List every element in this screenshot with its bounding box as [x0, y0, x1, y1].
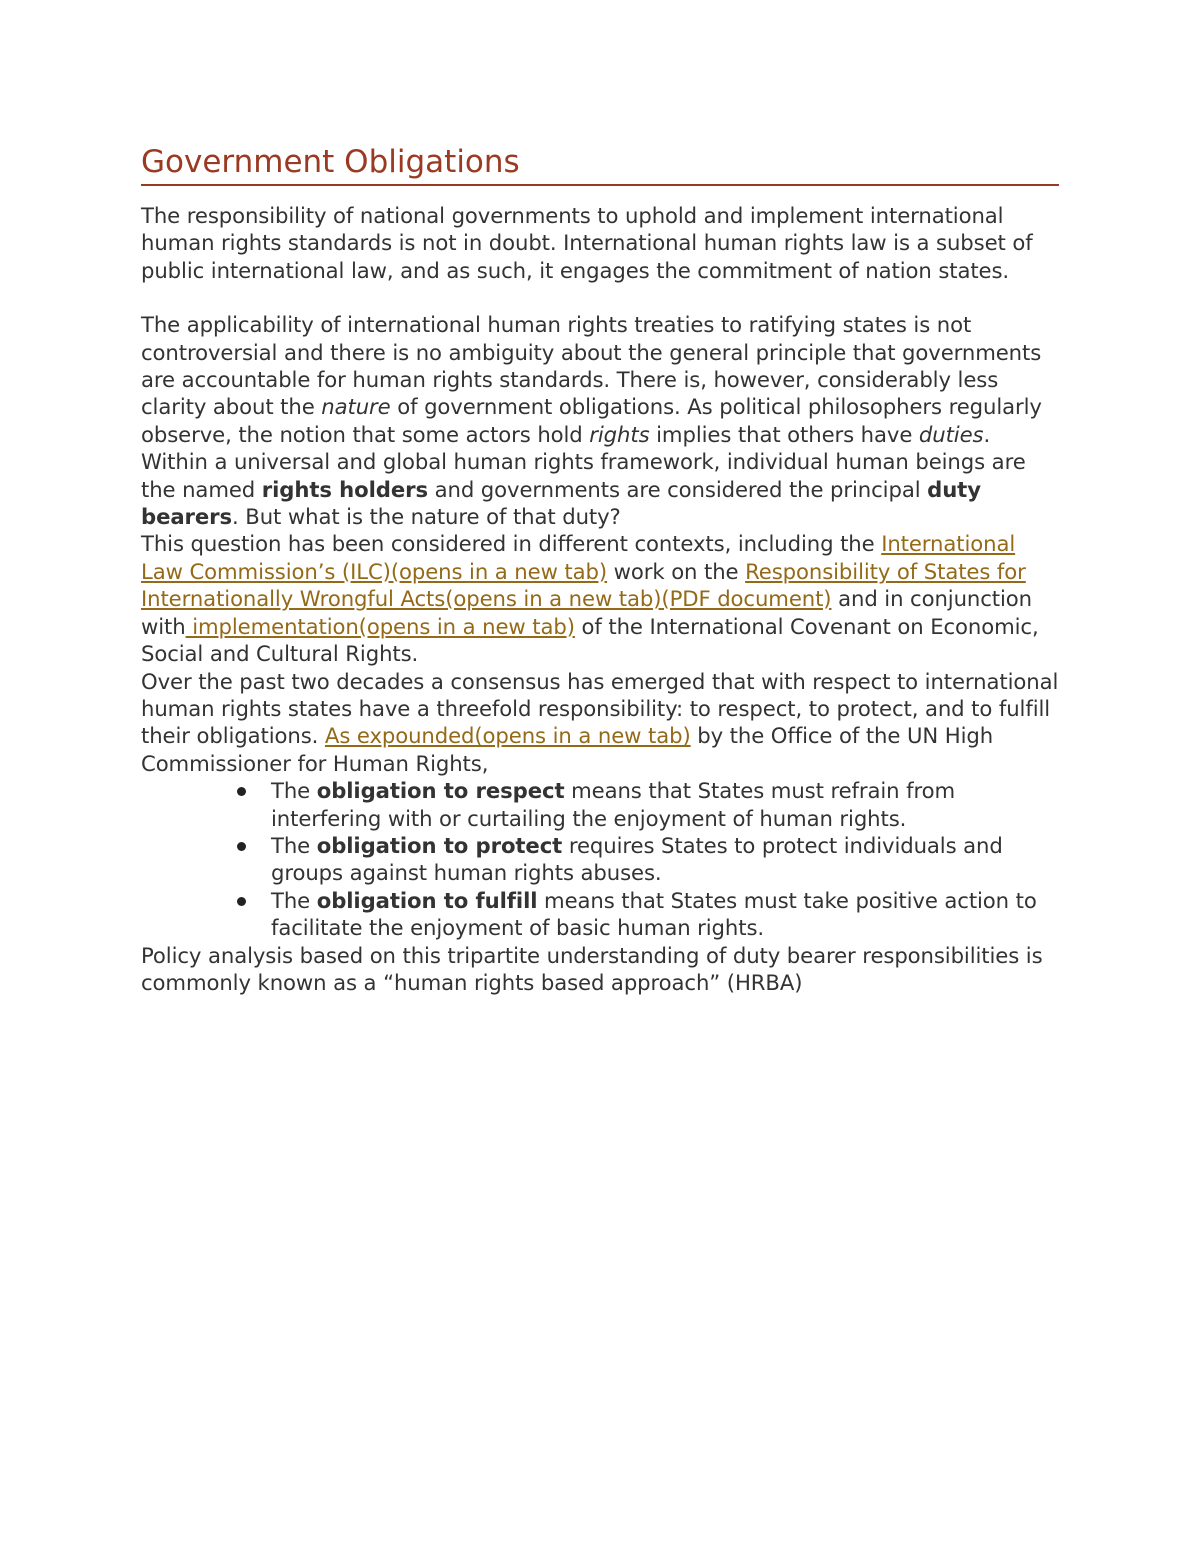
text-run: requires States to protect individuals and groups against human rights abuses.: [271, 832, 1003, 886]
paragraph-consensus: [141, 668, 1059, 778]
text-run: implies that others have: [649, 421, 919, 447]
emphasis-nature: nature: [321, 394, 391, 420]
text-run: . Within a universal and global human rights framework, individual human beings are the named: [141, 421, 1026, 502]
text-run: Over the past two decades a consensus has emerged that with respect to international human rights states have a threefold responsibility: to respect, to protect, and to fulfill their obligations.: [141, 668, 1059, 749]
bullet-icon: [237, 842, 246, 851]
text-run: . But what is the nature of that duty?: [232, 504, 621, 530]
bold-rights-holders: rights holders: [261, 476, 428, 502]
bullet-icon: [237, 897, 246, 906]
bold-duty-bearers: duty bearers: [141, 476, 981, 530]
responsibility-of-states-link[interactable]: Responsibility of States for Internationally Wrongful Acts(opens in a new tab)(PDF document): [141, 558, 1026, 612]
text-run: by the Office of the UN High Commissioner for Human Rights,: [141, 723, 994, 776]
text-run: of the International Covenant on Economic, Social and Cultural Rights.: [141, 613, 1039, 667]
text-run: and in conjunction with: [141, 586, 1032, 639]
bold-obligation-respect: obligation to respect: [316, 778, 565, 804]
paragraph-intro: The responsibility of national governments to uphold and implement international human rights standards is not in doubt. International human rights law is a subset of public international law, and as such, it engages the commitment of nation states.: [141, 203, 1033, 283]
as-expounded-link[interactable]: As expounded(opens in a new tab): [324, 723, 691, 749]
page-title: Government Obligations: [141, 138, 1059, 186]
text-run: means that States must refrain from interfering with or curtailing the enjoyment of human rights.: [271, 778, 956, 831]
bold-obligation-fulfill: obligation to fulfill: [316, 887, 538, 913]
text-run: This question has been considered in different contexts, including the: [141, 531, 882, 557]
text-run: work on the: [607, 558, 746, 584]
implementation-link[interactable]: implementation(opens in a new tab): [185, 613, 575, 639]
bold-obligation-protect: obligation to protect: [316, 832, 563, 858]
list-item-fulfill: [271, 887, 1059, 942]
ilc-link[interactable]: International Law Commission’s (ILC)(opens in a new tab): [141, 531, 1016, 584]
obligations-list: [141, 777, 1059, 941]
text-run: The: [271, 778, 317, 804]
text-run: The: [271, 832, 317, 858]
bullet-icon: [237, 787, 246, 796]
text-run: The applicability of international human rights treaties to ratifying states is not controversial and there is no ambiguity about the general principle that governments are accountable for human rights standards. There is, however, considerably less clarity about the: [141, 312, 1042, 420]
document-page: [141, 138, 1059, 996]
paragraph-contexts: [141, 530, 1059, 667]
paragraph-policy-analysis: Policy analysis based on this tripartite understanding of duty bearer responsibilities is commonly known as a “human rights based approach” (HRBA): [141, 942, 1043, 995]
text-run: The: [271, 887, 317, 913]
emphasis-rights: rights: [589, 421, 650, 447]
list-item-respect: [271, 777, 1059, 832]
text-run: of government obligations. As political philosophers regularly observe, the notion that some actors hold: [141, 394, 1042, 447]
emphasis-duties: duties: [918, 421, 984, 447]
text-run: means that States must take positive action to facilitate the enjoyment of basic human rights.: [271, 887, 1037, 941]
text-run: and governments are considered the principal: [427, 476, 928, 502]
list-item-protect: [271, 832, 1059, 887]
paragraph-applicability: [141, 311, 1059, 530]
